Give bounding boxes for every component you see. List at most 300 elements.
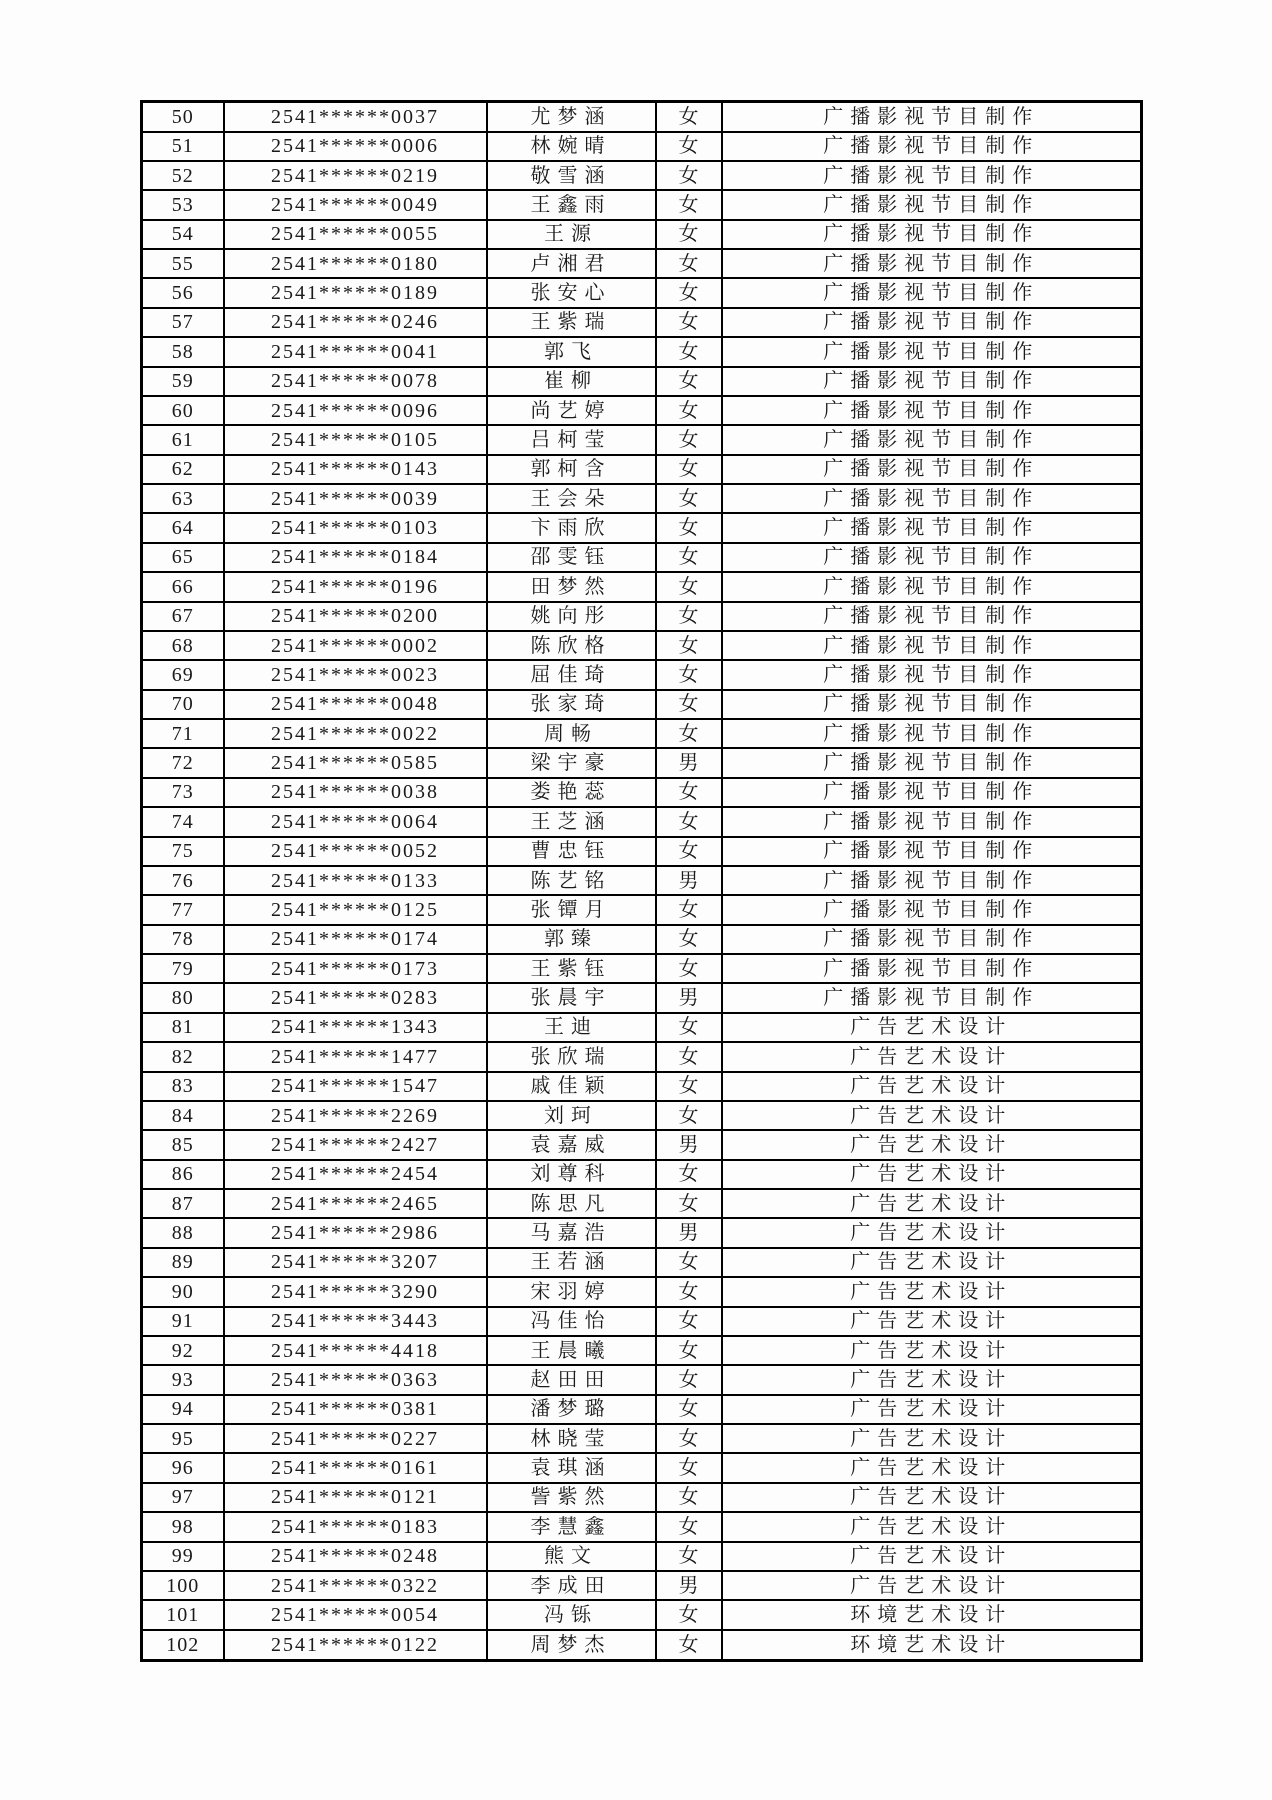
student-name-cell: 田梦然 bbox=[487, 572, 656, 601]
row-number-cell: 79 bbox=[142, 954, 224, 983]
row-number-cell: 72 bbox=[142, 748, 224, 777]
candidate-id-cell: 2541******3207 bbox=[224, 1248, 487, 1277]
candidate-id-cell: 2541******2427 bbox=[224, 1130, 487, 1159]
gender-cell: 女 bbox=[656, 690, 722, 719]
gender-cell: 女 bbox=[656, 1483, 722, 1512]
row-number-cell: 55 bbox=[142, 249, 224, 278]
student-name-cell: 尚艺婷 bbox=[487, 396, 656, 425]
table-row bbox=[142, 1248, 1142, 1277]
row-number-cell: 69 bbox=[142, 660, 224, 689]
table-row bbox=[142, 602, 1142, 631]
major-cell: 广播影视节目制作 bbox=[722, 925, 1142, 954]
candidate-id-cell: 2541******0048 bbox=[224, 690, 487, 719]
candidate-id-cell: 2541******3290 bbox=[224, 1277, 487, 1306]
student-name-cell: 林婉晴 bbox=[487, 132, 656, 161]
row-number-cell: 101 bbox=[142, 1600, 224, 1629]
major-cell: 广播影视节目制作 bbox=[722, 895, 1142, 924]
candidate-id-cell: 2541******0122 bbox=[224, 1630, 487, 1661]
major-cell: 广告艺术设计 bbox=[722, 1336, 1142, 1365]
row-number-cell: 57 bbox=[142, 308, 224, 337]
row-number-cell: 75 bbox=[142, 837, 224, 866]
row-number-cell: 78 bbox=[142, 925, 224, 954]
candidate-id-cell: 2541******0248 bbox=[224, 1542, 487, 1571]
major-cell: 广告艺术设计 bbox=[722, 1395, 1142, 1424]
student-name-cell: 郭柯含 bbox=[487, 455, 656, 484]
gender-cell: 女 bbox=[656, 1189, 722, 1218]
candidate-id-cell: 2541******0006 bbox=[224, 132, 487, 161]
row-number-cell: 85 bbox=[142, 1130, 224, 1159]
student-name-cell: 熊文 bbox=[487, 1542, 656, 1571]
major-cell: 广告艺术设计 bbox=[722, 1571, 1142, 1600]
gender-cell: 女 bbox=[656, 807, 722, 836]
candidate-id-cell: 2541******0196 bbox=[224, 572, 487, 601]
gender-cell: 女 bbox=[656, 455, 722, 484]
student-name-cell: 曹忠钰 bbox=[487, 837, 656, 866]
candidate-id-cell: 2541******0246 bbox=[224, 308, 487, 337]
table-row bbox=[142, 132, 1142, 161]
table-row bbox=[142, 1189, 1142, 1218]
student-name-cell: 王源 bbox=[487, 220, 656, 249]
row-number-cell: 92 bbox=[142, 1336, 224, 1365]
table-row bbox=[142, 983, 1142, 1012]
table-row bbox=[142, 690, 1142, 719]
row-number-cell: 62 bbox=[142, 455, 224, 484]
table-row bbox=[142, 1160, 1142, 1189]
gender-cell: 女 bbox=[656, 1424, 722, 1453]
student-name-cell: 冯铄 bbox=[487, 1600, 656, 1629]
gender-cell: 女 bbox=[656, 925, 722, 954]
major-cell: 广播影视节目制作 bbox=[722, 337, 1142, 366]
row-number-cell: 99 bbox=[142, 1542, 224, 1571]
row-number-cell: 81 bbox=[142, 1013, 224, 1042]
gender-cell: 女 bbox=[656, 513, 722, 542]
table-row bbox=[142, 719, 1142, 748]
gender-cell: 女 bbox=[656, 1307, 722, 1336]
major-cell: 广播影视节目制作 bbox=[722, 572, 1142, 601]
table-row bbox=[142, 1130, 1142, 1159]
gender-cell: 男 bbox=[656, 866, 722, 895]
student-name-cell: 王紫瑞 bbox=[487, 308, 656, 337]
candidate-id-cell: 2541******0038 bbox=[224, 778, 487, 807]
student-name-cell: 梁宇豪 bbox=[487, 748, 656, 777]
table-row bbox=[142, 925, 1142, 954]
candidate-id-cell: 2541******0049 bbox=[224, 190, 487, 219]
candidate-id-cell: 2541******0064 bbox=[224, 807, 487, 836]
student-name-cell: 刘尊科 bbox=[487, 1160, 656, 1189]
major-cell: 广告艺术设计 bbox=[722, 1072, 1142, 1101]
candidate-id-cell: 2541******0052 bbox=[224, 837, 487, 866]
gender-cell: 女 bbox=[656, 1542, 722, 1571]
candidate-id-cell: 2541******2465 bbox=[224, 1189, 487, 1218]
student-name-cell: 卢湘君 bbox=[487, 249, 656, 278]
student-name-cell: 屈佳琦 bbox=[487, 660, 656, 689]
major-cell: 广告艺术设计 bbox=[722, 1424, 1142, 1453]
candidate-id-cell: 2541******0133 bbox=[224, 866, 487, 895]
major-cell: 广告艺术设计 bbox=[722, 1160, 1142, 1189]
student-name-cell: 陈艺铭 bbox=[487, 866, 656, 895]
gender-cell: 男 bbox=[656, 1218, 722, 1247]
row-number-cell: 83 bbox=[142, 1072, 224, 1101]
major-cell: 广播影视节目制作 bbox=[722, 631, 1142, 660]
student-name-cell: 林晓莹 bbox=[487, 1424, 656, 1453]
major-cell: 广告艺术设计 bbox=[722, 1512, 1142, 1541]
candidate-id-cell: 2541******2454 bbox=[224, 1160, 487, 1189]
major-cell: 广播影视节目制作 bbox=[722, 278, 1142, 307]
major-cell: 环境艺术设计 bbox=[722, 1600, 1142, 1629]
gender-cell: 女 bbox=[656, 572, 722, 601]
student-name-cell: 吕柯莹 bbox=[487, 425, 656, 454]
major-cell: 广告艺术设计 bbox=[722, 1453, 1142, 1482]
candidate-id-cell: 2541******0041 bbox=[224, 337, 487, 366]
row-number-cell: 102 bbox=[142, 1630, 224, 1661]
gender-cell: 女 bbox=[656, 337, 722, 366]
gender-cell: 女 bbox=[656, 425, 722, 454]
table-row bbox=[142, 161, 1142, 190]
major-cell: 广播影视节目制作 bbox=[722, 719, 1142, 748]
gender-cell: 女 bbox=[656, 631, 722, 660]
candidate-id-cell: 2541******0189 bbox=[224, 278, 487, 307]
student-name-cell: 王晨曦 bbox=[487, 1336, 656, 1365]
student-name-cell: 周畅 bbox=[487, 719, 656, 748]
candidate-id-cell: 2541******0039 bbox=[224, 484, 487, 513]
major-cell: 广播影视节目制作 bbox=[722, 308, 1142, 337]
gender-cell: 女 bbox=[656, 1512, 722, 1541]
major-cell: 广告艺术设计 bbox=[722, 1101, 1142, 1130]
major-cell: 广播影视节目制作 bbox=[722, 748, 1142, 777]
row-number-cell: 68 bbox=[142, 631, 224, 660]
candidate-id-cell: 2541******0381 bbox=[224, 1395, 487, 1424]
table-row bbox=[142, 1013, 1142, 1042]
major-cell: 广告艺术设计 bbox=[722, 1307, 1142, 1336]
candidate-id-cell: 2541******0161 bbox=[224, 1453, 487, 1482]
major-cell: 广告艺术设计 bbox=[722, 1042, 1142, 1071]
candidate-id-cell: 2541******0184 bbox=[224, 543, 487, 572]
gender-cell: 男 bbox=[656, 1571, 722, 1600]
row-number-cell: 96 bbox=[142, 1453, 224, 1482]
student-name-cell: 张欣瑞 bbox=[487, 1042, 656, 1071]
row-number-cell: 65 bbox=[142, 543, 224, 572]
row-number-cell: 77 bbox=[142, 895, 224, 924]
table-row bbox=[142, 455, 1142, 484]
gender-cell: 女 bbox=[656, 602, 722, 631]
row-number-cell: 98 bbox=[142, 1512, 224, 1541]
major-cell: 广播影视节目制作 bbox=[722, 102, 1142, 132]
candidate-id-cell: 2541******0322 bbox=[224, 1571, 487, 1600]
row-number-cell: 52 bbox=[142, 161, 224, 190]
row-number-cell: 51 bbox=[142, 132, 224, 161]
gender-cell: 女 bbox=[656, 1160, 722, 1189]
row-number-cell: 50 bbox=[142, 102, 224, 132]
row-number-cell: 64 bbox=[142, 513, 224, 542]
table-row bbox=[142, 866, 1142, 895]
gender-cell: 男 bbox=[656, 983, 722, 1012]
row-number-cell: 54 bbox=[142, 220, 224, 249]
gender-cell: 女 bbox=[656, 1600, 722, 1629]
gender-cell: 女 bbox=[656, 660, 722, 689]
student-name-cell: 张镡月 bbox=[487, 895, 656, 924]
major-cell: 广告艺术设计 bbox=[722, 1277, 1142, 1306]
student-admission-table bbox=[140, 100, 1143, 1662]
major-cell: 广播影视节目制作 bbox=[722, 866, 1142, 895]
major-cell: 广播影视节目制作 bbox=[722, 161, 1142, 190]
major-cell: 广播影视节目制作 bbox=[722, 484, 1142, 513]
candidate-id-cell: 2541******0037 bbox=[224, 102, 487, 132]
student-name-cell: 陈思凡 bbox=[487, 1189, 656, 1218]
candidate-id-cell: 2541******0174 bbox=[224, 925, 487, 954]
candidate-id-cell: 2541******1547 bbox=[224, 1072, 487, 1101]
row-number-cell: 95 bbox=[142, 1424, 224, 1453]
major-cell: 广播影视节目制作 bbox=[722, 983, 1142, 1012]
row-number-cell: 80 bbox=[142, 983, 224, 1012]
student-name-cell: 郭臻 bbox=[487, 925, 656, 954]
major-cell: 广告艺术设计 bbox=[722, 1013, 1142, 1042]
candidate-id-cell: 2541******0180 bbox=[224, 249, 487, 278]
row-number-cell: 86 bbox=[142, 1160, 224, 1189]
table-row bbox=[142, 543, 1142, 572]
major-cell: 广播影视节目制作 bbox=[722, 690, 1142, 719]
table-row bbox=[142, 1630, 1142, 1661]
candidate-id-cell: 2541******0055 bbox=[224, 220, 487, 249]
student-name-cell: 宋羽婷 bbox=[487, 1277, 656, 1306]
gender-cell: 女 bbox=[656, 1072, 722, 1101]
major-cell: 广播影视节目制作 bbox=[722, 778, 1142, 807]
student-name-cell: 冯佳怡 bbox=[487, 1307, 656, 1336]
gender-cell: 女 bbox=[656, 396, 722, 425]
major-cell: 环境艺术设计 bbox=[722, 1630, 1142, 1661]
table-row bbox=[142, 1277, 1142, 1306]
candidate-id-cell: 2541******4418 bbox=[224, 1336, 487, 1365]
student-table-body bbox=[142, 102, 1142, 1661]
table-row bbox=[142, 572, 1142, 601]
row-number-cell: 66 bbox=[142, 572, 224, 601]
row-number-cell: 61 bbox=[142, 425, 224, 454]
row-number-cell: 87 bbox=[142, 1189, 224, 1218]
student-name-cell: 周梦杰 bbox=[487, 1630, 656, 1661]
table-row bbox=[142, 102, 1142, 132]
major-cell: 广告艺术设计 bbox=[722, 1130, 1142, 1159]
student-name-cell: 娄艳蕊 bbox=[487, 778, 656, 807]
row-number-cell: 88 bbox=[142, 1218, 224, 1247]
student-name-cell: 马嘉浩 bbox=[487, 1218, 656, 1247]
student-name-cell: 张家琦 bbox=[487, 690, 656, 719]
candidate-id-cell: 2541******0125 bbox=[224, 895, 487, 924]
table-row bbox=[142, 660, 1142, 689]
student-name-cell: 訾紫然 bbox=[487, 1483, 656, 1512]
table-row bbox=[142, 631, 1142, 660]
major-cell: 广告艺术设计 bbox=[722, 1189, 1142, 1218]
major-cell: 广告艺术设计 bbox=[722, 1248, 1142, 1277]
major-cell: 广播影视节目制作 bbox=[722, 190, 1142, 219]
row-number-cell: 71 bbox=[142, 719, 224, 748]
candidate-id-cell: 2541******0143 bbox=[224, 455, 487, 484]
table-row bbox=[142, 1600, 1142, 1629]
table-row bbox=[142, 1453, 1142, 1482]
table-row bbox=[142, 425, 1142, 454]
gender-cell: 男 bbox=[656, 1130, 722, 1159]
row-number-cell: 58 bbox=[142, 337, 224, 366]
student-name-cell: 戚佳颖 bbox=[487, 1072, 656, 1101]
gender-cell: 女 bbox=[656, 1395, 722, 1424]
student-name-cell: 王会朵 bbox=[487, 484, 656, 513]
student-name-cell: 邵雯钰 bbox=[487, 543, 656, 572]
row-number-cell: 70 bbox=[142, 690, 224, 719]
student-name-cell: 袁嘉威 bbox=[487, 1130, 656, 1159]
table-row bbox=[142, 895, 1142, 924]
candidate-id-cell: 2541******0002 bbox=[224, 631, 487, 660]
gender-cell: 男 bbox=[656, 748, 722, 777]
student-name-cell: 赵田田 bbox=[487, 1365, 656, 1394]
major-cell: 广播影视节目制作 bbox=[722, 543, 1142, 572]
row-number-cell: 56 bbox=[142, 278, 224, 307]
row-number-cell: 74 bbox=[142, 807, 224, 836]
table-row bbox=[142, 807, 1142, 836]
gender-cell: 女 bbox=[656, 1101, 722, 1130]
student-name-cell: 敬雪涵 bbox=[487, 161, 656, 190]
candidate-id-cell: 2541******0105 bbox=[224, 425, 487, 454]
student-name-cell: 袁琪涵 bbox=[487, 1453, 656, 1482]
candidate-id-cell: 2541******0219 bbox=[224, 161, 487, 190]
major-cell: 广播影视节目制作 bbox=[722, 602, 1142, 631]
row-number-cell: 94 bbox=[142, 1395, 224, 1424]
gender-cell: 女 bbox=[656, 220, 722, 249]
table-row bbox=[142, 484, 1142, 513]
row-number-cell: 59 bbox=[142, 367, 224, 396]
candidate-id-cell: 2541******0121 bbox=[224, 1483, 487, 1512]
student-name-cell: 卞雨欣 bbox=[487, 513, 656, 542]
table-row bbox=[142, 367, 1142, 396]
row-number-cell: 82 bbox=[142, 1042, 224, 1071]
table-row bbox=[142, 1336, 1142, 1365]
student-name-cell: 李成田 bbox=[487, 1571, 656, 1600]
table-row bbox=[142, 396, 1142, 425]
gender-cell: 女 bbox=[656, 102, 722, 132]
table-row bbox=[142, 308, 1142, 337]
table-row bbox=[142, 1395, 1142, 1424]
student-name-cell: 王鑫雨 bbox=[487, 190, 656, 219]
row-number-cell: 97 bbox=[142, 1483, 224, 1512]
candidate-id-cell: 2541******0283 bbox=[224, 983, 487, 1012]
gender-cell: 女 bbox=[656, 1630, 722, 1661]
candidate-id-cell: 2541******0227 bbox=[224, 1424, 487, 1453]
candidate-id-cell: 2541******0078 bbox=[224, 367, 487, 396]
major-cell: 广播影视节目制作 bbox=[722, 660, 1142, 689]
table-row bbox=[142, 1365, 1142, 1394]
candidate-id-cell: 2541******1343 bbox=[224, 1013, 487, 1042]
candidate-id-cell: 2541******0363 bbox=[224, 1365, 487, 1394]
table-row bbox=[142, 337, 1142, 366]
gender-cell: 女 bbox=[656, 1453, 722, 1482]
major-cell: 广告艺术设计 bbox=[722, 1542, 1142, 1571]
table-row bbox=[142, 778, 1142, 807]
row-number-cell: 76 bbox=[142, 866, 224, 895]
candidate-id-cell: 2541******0022 bbox=[224, 719, 487, 748]
gender-cell: 女 bbox=[656, 484, 722, 513]
gender-cell: 女 bbox=[656, 249, 722, 278]
candidate-id-cell: 2541******3443 bbox=[224, 1307, 487, 1336]
gender-cell: 女 bbox=[656, 1277, 722, 1306]
table-row bbox=[142, 249, 1142, 278]
row-number-cell: 84 bbox=[142, 1101, 224, 1130]
major-cell: 广播影视节目制作 bbox=[722, 367, 1142, 396]
gender-cell: 女 bbox=[656, 1336, 722, 1365]
gender-cell: 女 bbox=[656, 895, 722, 924]
major-cell: 广播影视节目制作 bbox=[722, 425, 1142, 454]
candidate-id-cell: 2541******0096 bbox=[224, 396, 487, 425]
major-cell: 广告艺术设计 bbox=[722, 1483, 1142, 1512]
candidate-id-cell: 2541******0200 bbox=[224, 602, 487, 631]
row-number-cell: 90 bbox=[142, 1277, 224, 1306]
gender-cell: 女 bbox=[656, 1042, 722, 1071]
gender-cell: 女 bbox=[656, 837, 722, 866]
gender-cell: 女 bbox=[656, 719, 722, 748]
major-cell: 广播影视节目制作 bbox=[722, 132, 1142, 161]
table-row bbox=[142, 1218, 1142, 1247]
major-cell: 广播影视节目制作 bbox=[722, 396, 1142, 425]
candidate-id-cell: 2541******1477 bbox=[224, 1042, 487, 1071]
table-row bbox=[142, 1512, 1142, 1541]
major-cell: 广播影视节目制作 bbox=[722, 220, 1142, 249]
candidate-id-cell: 2541******0054 bbox=[224, 1600, 487, 1629]
candidate-id-cell: 2541******0173 bbox=[224, 954, 487, 983]
student-name-cell: 郭飞 bbox=[487, 337, 656, 366]
gender-cell: 女 bbox=[656, 1013, 722, 1042]
gender-cell: 女 bbox=[656, 954, 722, 983]
row-number-cell: 53 bbox=[142, 190, 224, 219]
candidate-id-cell: 2541******2269 bbox=[224, 1101, 487, 1130]
student-name-cell: 王若涵 bbox=[487, 1248, 656, 1277]
student-name-cell: 王迪 bbox=[487, 1013, 656, 1042]
gender-cell: 女 bbox=[656, 1248, 722, 1277]
student-name-cell: 尤梦涵 bbox=[487, 102, 656, 132]
candidate-id-cell: 2541******2986 bbox=[224, 1218, 487, 1247]
gender-cell: 女 bbox=[656, 132, 722, 161]
row-number-cell: 73 bbox=[142, 778, 224, 807]
table-row bbox=[142, 1072, 1142, 1101]
table-row bbox=[142, 954, 1142, 983]
table-row bbox=[142, 1307, 1142, 1336]
gender-cell: 女 bbox=[656, 190, 722, 219]
table-row bbox=[142, 190, 1142, 219]
row-number-cell: 100 bbox=[142, 1571, 224, 1600]
major-cell: 广播影视节目制作 bbox=[722, 807, 1142, 836]
table-row bbox=[142, 1483, 1142, 1512]
major-cell: 广播影视节目制作 bbox=[722, 837, 1142, 866]
row-number-cell: 60 bbox=[142, 396, 224, 425]
gender-cell: 女 bbox=[656, 778, 722, 807]
major-cell: 广播影视节目制作 bbox=[722, 455, 1142, 484]
major-cell: 广告艺术设计 bbox=[722, 1218, 1142, 1247]
student-name-cell: 王芝涵 bbox=[487, 807, 656, 836]
student-name-cell: 刘珂 bbox=[487, 1101, 656, 1130]
row-number-cell: 93 bbox=[142, 1365, 224, 1394]
student-name-cell: 陈欣格 bbox=[487, 631, 656, 660]
student-name-cell: 张安心 bbox=[487, 278, 656, 307]
student-name-cell: 王紫钰 bbox=[487, 954, 656, 983]
gender-cell: 女 bbox=[656, 543, 722, 572]
table-row bbox=[142, 1571, 1142, 1600]
candidate-id-cell: 2541******0103 bbox=[224, 513, 487, 542]
student-name-cell: 姚向彤 bbox=[487, 602, 656, 631]
table-row bbox=[142, 748, 1142, 777]
table-row bbox=[142, 220, 1142, 249]
gender-cell: 女 bbox=[656, 161, 722, 190]
major-cell: 广播影视节目制作 bbox=[722, 513, 1142, 542]
major-cell: 广告艺术设计 bbox=[722, 1365, 1142, 1394]
student-name-cell: 李慧鑫 bbox=[487, 1512, 656, 1541]
gender-cell: 女 bbox=[656, 278, 722, 307]
candidate-id-cell: 2541******0023 bbox=[224, 660, 487, 689]
row-number-cell: 89 bbox=[142, 1248, 224, 1277]
